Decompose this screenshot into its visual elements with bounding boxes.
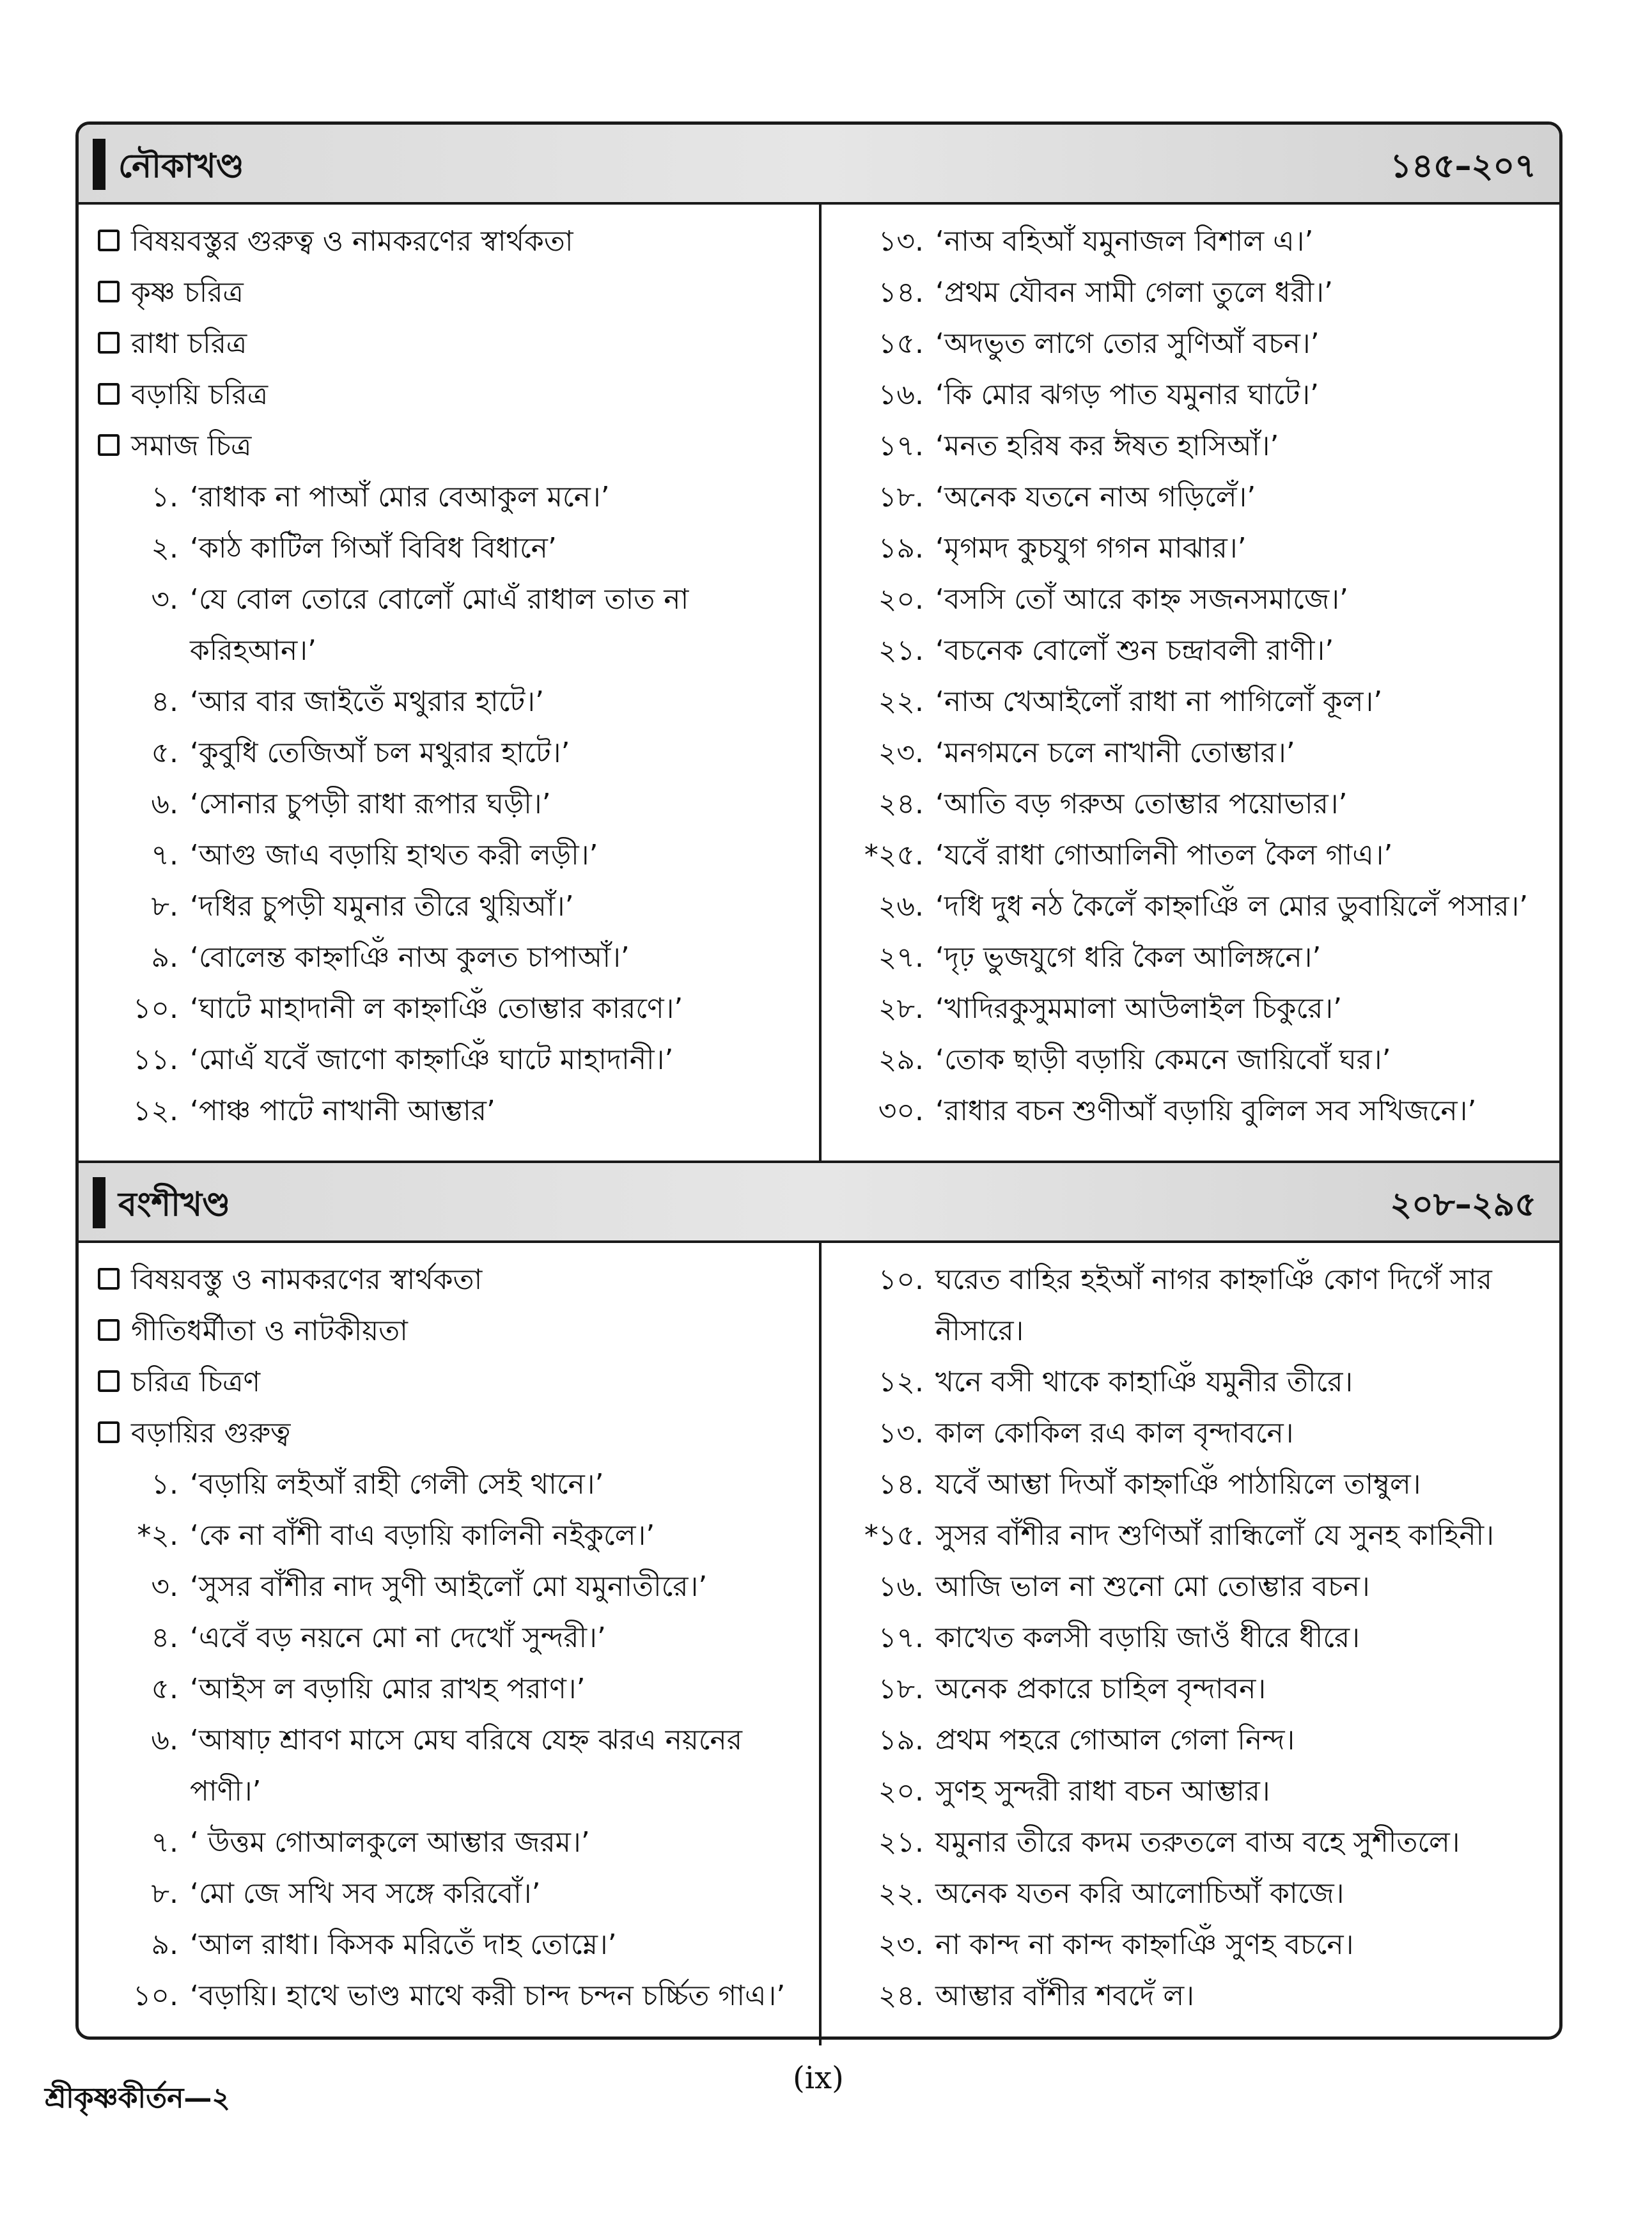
checkbox-icon <box>98 1319 120 1341</box>
footer-book-title: শ্রীকৃষ্ণকীর্তন—২ <box>45 2082 231 2114</box>
topic-item: গীতিধর্মীতা ও নাটকীয়তা <box>79 1306 819 1357</box>
quote-item: ১৪. যবেঁ আম্ভা দিআঁ কাহ্নাঞিঁ পাঠায়িলে তাম্বুল। <box>878 1468 1421 1501</box>
topic-item: সমাজ চিত্র <box>79 421 819 472</box>
quote-item: ১৯. ‘মৃগমদ কুচযুগ গগন মাঝার।’ <box>878 532 1247 565</box>
section-noukakhanda <box>79 125 1559 1161</box>
quote-item: *১৫. সুসর বাঁশীর নাদ শুণিআঁ রান্ধিলোঁ যে সুনহ কাহিনী। <box>864 1519 1494 1552</box>
quote-item: ১৪. ‘প্রথম যৌবন সামী গেলা তুলে ধরী।’ <box>878 276 1333 309</box>
topic-item: বড়ায়ির গুরুত্ব <box>79 1408 819 1459</box>
topic-item: বিষয়বস্তু ও নামকরণের স্বার্থকতা <box>79 1255 819 1306</box>
checkbox-icon <box>98 1370 120 1392</box>
quote-item: ২৩. না কান্দ না কান্দ কাহ্নাঞিঁ সুণহ বচনে। <box>878 1928 1354 1961</box>
quote-item: ১৩. কাল কোকিল রএ কাল বৃন্দাবনে। <box>878 1417 1294 1450</box>
quote-item: ১৮. ‘অনেক যতনে নাঅ গড়িলেঁ।’ <box>878 481 1256 513</box>
quote-item: ৬. ‘আষাঢ় শ্রাবণ মাসে মেঘ বরিষে যেহ্ন ঝরএ নয়নের পাণী।’ <box>151 1724 742 1808</box>
quote-item: ১২. খনে বসী থাকে কাহাঞিঁ যমুনীর তীরে। <box>878 1366 1353 1398</box>
section-page-range: ২০৮–২৯৫ <box>1390 1185 1536 1224</box>
quote-item: *২. ‘কে না বাঁশী বাএ বড়ায়ি কালিনী নইকুলে।’ <box>137 1519 655 1552</box>
quote-item: ৭. ‘আগু জাএ বড়ায়ি হাথত করী লড়ী।’ <box>151 839 598 872</box>
quote-item: ৩. ‘যে বোল তোরে বোলোঁ মোএঁ রাধাল তাত না করিহআন।’ <box>151 583 689 667</box>
quote-item: ১৯. প্রথম পহরে গোআল গেলা নিন্দ। <box>878 1724 1295 1756</box>
page-number: (ix) <box>793 2060 844 2096</box>
quote-item: ২১. ‘বচনেক বোলোঁ শুন চন্দ্রাবলী রাণী।’ <box>878 634 1334 667</box>
quote-item: ১৩. ‘নাঅ বহিআঁ যমুনাজল বিশাল এ।’ <box>878 225 1314 258</box>
section-title: নৌকাখণ্ড <box>118 147 244 185</box>
right-column <box>822 205 1559 1161</box>
quote-item: ২৪. ‘আতি বড় গরুঅ তোম্ভার পয়োভার।’ <box>878 788 1348 820</box>
topic-item: বিষয়বস্তুর গুরুত্ব ও নামকরণের স্বার্থকতা <box>79 216 819 267</box>
quote-item: *২৫. ‘যবেঁ রাধা গোআলিনী পাতল কৈল গাএ।’ <box>864 839 1393 872</box>
quote-item: ২৬. ‘দধি দুধ নঠ কৈলেঁ কাহ্নাঞিঁ ল মোর ডুবায়িলেঁ পসার।’ <box>878 890 1529 923</box>
section-title: বংশীখণ্ড <box>118 1185 231 1224</box>
quote-item: ৫. ‘আইস ল বড়ায়ি মোর রাখহ পরাণ।’ <box>151 1673 586 1705</box>
checkbox-icon <box>98 1268 120 1290</box>
quote-item: ১৭. ‘মনত হরিষ কর ঈষত হাসিআঁ।’ <box>878 430 1279 462</box>
checkbox-icon <box>98 1421 120 1443</box>
checkbox-icon <box>98 434 120 456</box>
quote-item: ২১. যমুনার তীরে কদম তরুতলে বাঅ বহে সুশীতলে। <box>878 1826 1460 1859</box>
section-header <box>79 125 1559 205</box>
topic-item: বড়ায়ি চরিত্র <box>79 370 819 421</box>
quote-item: ৭. ‘ উত্তম গোআলকুলে আম্ভার জরম।’ <box>151 1826 590 1859</box>
quote-item: ১২. ‘পাঞ্চ পাটে নাখানী আম্ভার’ <box>132 1095 495 1127</box>
left-column <box>79 1243 822 2045</box>
quote-item: ২৮. ‘খাদিরকুসুমমালা আউলাইল চিকুরে।’ <box>878 992 1343 1025</box>
quote-item: ১. ‘রাধাক না পাআঁ মোর বেআকুল মনে।’ <box>151 481 610 513</box>
quote-item: ২৭. ‘দৃঢ় ভুজযুগে ধরি কৈল আলিঙ্গনে।’ <box>878 941 1321 974</box>
quote-item: ৪. ‘আর বার জাইতেঁ মথুরার হাটে।’ <box>151 685 544 718</box>
quote-item: ২২. অনেক যতন করি আলোচিআঁ কাজে। <box>878 1877 1344 1910</box>
quote-item: ৯. ‘বোলেন্ত কাহ্নাঞিঁ নাঅ কুলত চাপাআঁ।’ <box>151 941 630 974</box>
topic-item: চরিত্র চিত্রণ <box>79 1357 819 1408</box>
quote-item: ২. ‘কাঠ কাটিল গিআঁ বিবিধ বিধানে’ <box>151 532 557 565</box>
quote-item: ১৬. ‘কি মোর ঝগড় পাত যমুনার ঘাটে।’ <box>878 379 1320 411</box>
quote-item: ২৯. ‘তোক ছাড়ী বড়ায়ি কেমনে জায়িবোঁ ঘর।’ <box>878 1044 1391 1076</box>
right-column <box>822 1243 1559 2045</box>
topic-item: কৃষ্ণ চরিত্র <box>79 267 819 318</box>
quote-item: ৮. ‘দধির চুপড়ী যমুনার তীরে থুয়িআঁ।’ <box>151 890 574 923</box>
quote-item: ২০. সুণহ সুন্দরী রাধা বচন আম্ভার। <box>878 1775 1270 1808</box>
quote-item: ১৭. কাখেত কলসী বড়ায়ি জাওঁ ধীরে ধীরে। <box>878 1622 1360 1654</box>
quote-item: ১. ‘বড়ায়ি লইআঁ রাহী গেলী সেই থানে।’ <box>151 1468 604 1501</box>
section-header <box>79 1163 1559 1243</box>
section-page-range: ১৪৫–২০৭ <box>1390 147 1536 185</box>
topic-item: রাধা চরিত্র <box>79 318 819 370</box>
quote-item: ২২. ‘নাঅ খেআইলোঁ রাধা না পাগিলোঁ কূল।’ <box>878 685 1383 718</box>
checkbox-icon <box>98 332 120 354</box>
quote-item: ১১. ‘মোএঁ যবেঁ জাণো কাহ্নাঞিঁ ঘাটে মাহাদানী।’ <box>132 1044 674 1076</box>
quote-item: ৫. ‘কুবুধি তেজিআঁ চল মথুরার হাটে।’ <box>151 737 570 769</box>
quote-item: ২৩. ‘মনগমনে চলে নাখানী তোম্ভার।’ <box>878 737 1295 769</box>
checkbox-icon <box>98 383 120 405</box>
quote-item: ১০. ‘বড়ায়ি। হাথে ভাণ্ড মাথে করী চান্দ চন্দন চর্চ্চিত গাএ।’ <box>132 1980 786 2012</box>
quote-item: ২৪. আম্ভার বাঁশীর শবদেঁ ল। <box>878 1980 1194 2012</box>
checkbox-icon <box>98 281 120 302</box>
checkbox-icon <box>98 230 120 251</box>
quote-item: ৩০. ‘রাধার বচন শুণীআঁ বড়ায়ি বুলিল সব সখিজনে।’ <box>878 1095 1477 1127</box>
quote-item: ৩. ‘সুসর বাঁশীর নাদ সুণী আইলোঁ মো যমুনাতীরে।’ <box>151 1570 708 1603</box>
quote-item: ১৬. আজি ভাল না শুনো মো তোম্ভার বচন। <box>878 1570 1370 1603</box>
quote-item: ১০. ঘরেত বাহির হইআঁ নাগর কাহ্নাঞিঁ কোণ দিগেঁ সার নীসারে। <box>878 1263 1492 1347</box>
quote-item: ১৮. অনেক প্রকারে চাহিল বৃন্দাবন। <box>878 1673 1266 1705</box>
section-bangshikhanda <box>79 1161 1559 2045</box>
left-column <box>79 205 822 1161</box>
quote-item: ১৫. ‘অদভুত লাগে তোর সুণিআঁ বচন।’ <box>878 327 1320 360</box>
quote-item: ৪. ‘এবেঁ বড় নয়নে মো না দেখোঁ সুন্দরী।’ <box>151 1622 606 1654</box>
quote-item: ২০. ‘বসসি তোঁ আরে কাহ্ন সজনসমাজে।’ <box>878 583 1348 616</box>
header-bar-marker <box>93 1177 105 1228</box>
header-bar-marker <box>93 139 105 190</box>
quote-item: ৬. ‘সোনার চুপড়ী রাধা রূপার ঘড়ী।’ <box>151 788 551 820</box>
quote-item: ৯. ‘আল রাধা। কিসক মরিতেঁ দাহ তোম্নে।’ <box>151 1928 617 1961</box>
content-frame <box>75 121 1562 2040</box>
quote-item: ১০. ‘ঘাটে মাহাদানী ল কাহ্নাঞিঁ তোম্ভার কারণে।’ <box>132 992 683 1025</box>
quote-item: ৮. ‘মো জে সখি সব সঙ্গে করিবোঁ।’ <box>151 1877 541 1910</box>
